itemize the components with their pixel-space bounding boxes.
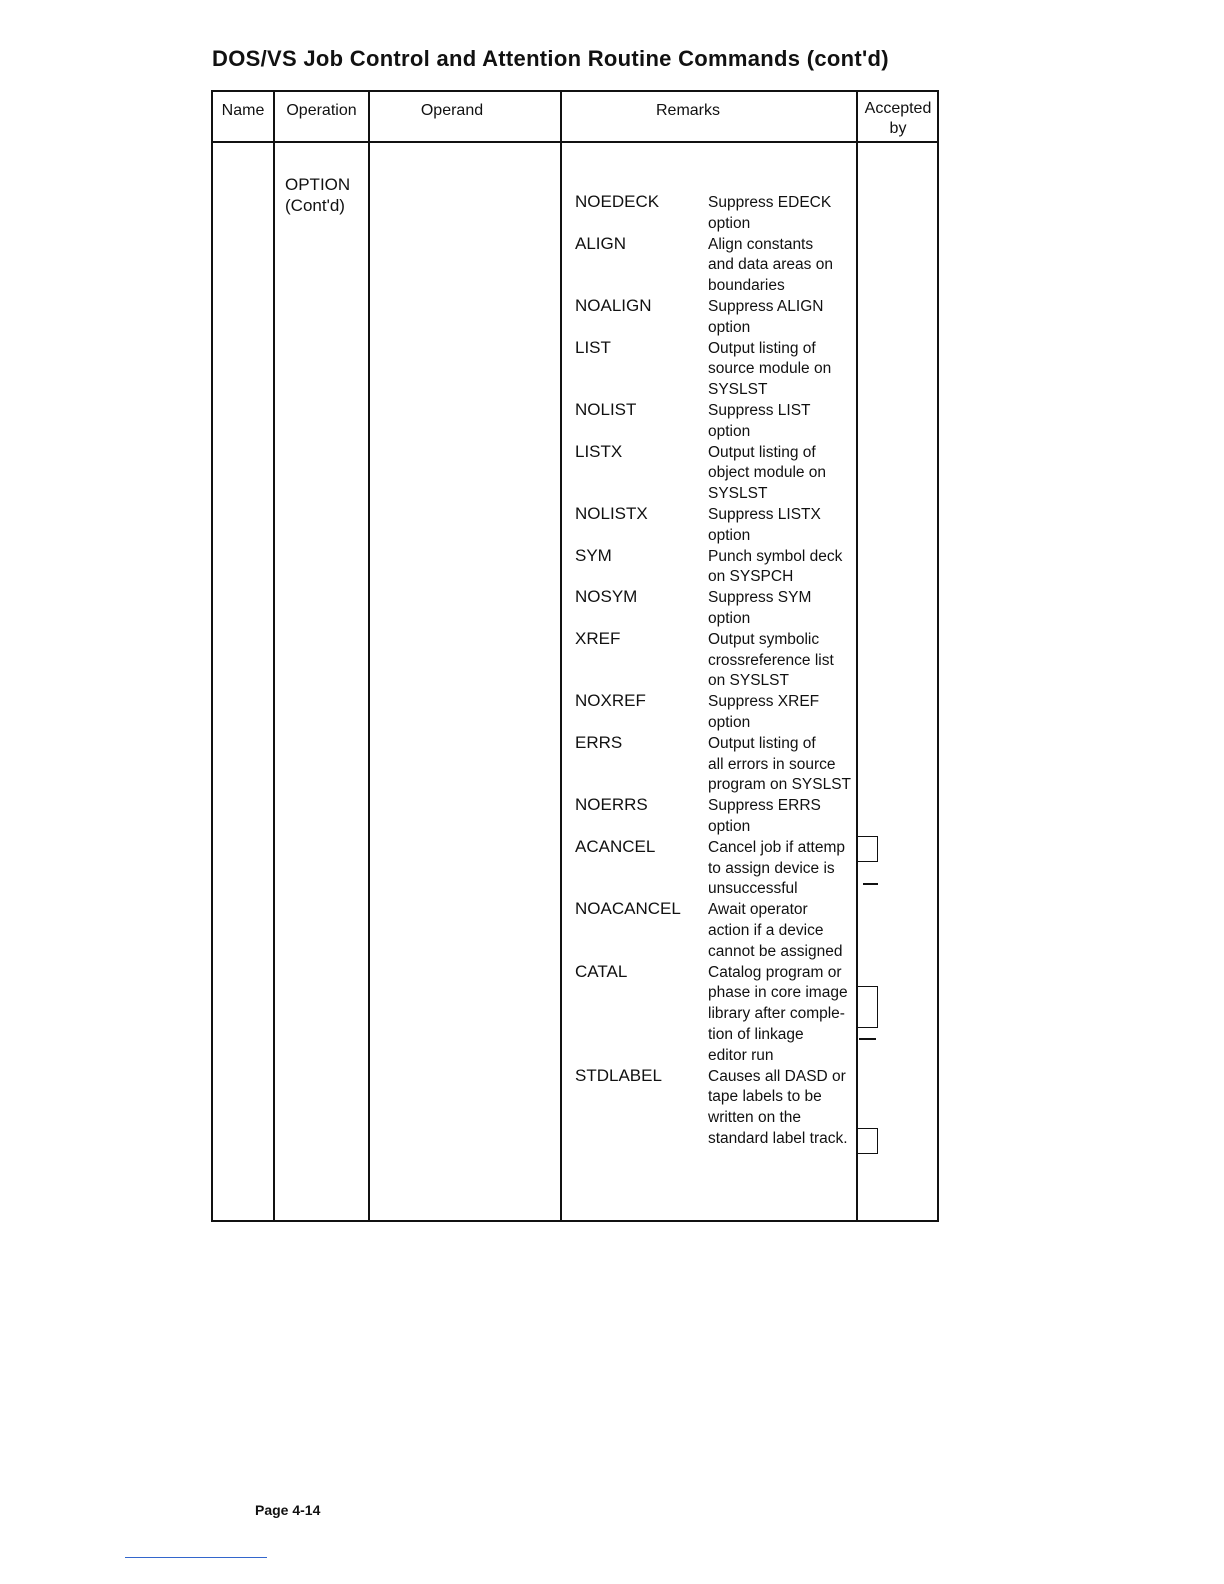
brace-catal xyxy=(857,986,878,1028)
option-keyword: LISTX xyxy=(575,441,623,461)
option-description xyxy=(708,193,831,235)
option-keyword: ALIGN xyxy=(575,233,627,253)
header-divider xyxy=(211,141,939,143)
option-description xyxy=(708,547,842,589)
description-line: Causes all DASD or xyxy=(708,1067,846,1085)
description-line: and data areas on xyxy=(708,256,833,274)
description-line: Punch symbol deck xyxy=(708,547,843,565)
option-description xyxy=(708,734,851,796)
option-description xyxy=(708,796,821,838)
description-line: Output listing of xyxy=(708,734,816,752)
description-line: Output listing of xyxy=(708,339,816,357)
description-line: library after comple- xyxy=(708,1005,845,1023)
description-line: editor run xyxy=(708,1046,774,1064)
option-description xyxy=(708,692,819,734)
option-keyword: CATAL xyxy=(575,961,628,981)
option-description xyxy=(708,963,848,1067)
page-title: DOS/VS Job Control and Attention Routine Commands (cont'd) xyxy=(212,46,889,71)
description-line: Catalog program or xyxy=(708,963,842,981)
option-description xyxy=(708,630,834,692)
description-line: Await operator xyxy=(708,901,808,919)
description-line: option xyxy=(708,817,751,835)
description-line: Suppress ALIGN xyxy=(708,298,824,315)
description-line: Suppress ERRS xyxy=(708,797,821,815)
option-description xyxy=(708,443,826,505)
description-line: option xyxy=(708,214,751,232)
description-line: SYSLST xyxy=(708,485,768,503)
option-description xyxy=(708,838,845,900)
option-keyword: NOALIGN xyxy=(575,296,652,315)
description-line: all errors in source xyxy=(708,755,836,773)
description-line: program on SYSLST xyxy=(708,776,852,794)
brace-stdlabel xyxy=(857,1128,878,1154)
option-keyword: XREF xyxy=(575,628,621,648)
option-keyword: STDLABEL xyxy=(575,1065,662,1085)
option-keyword: NOEDECK xyxy=(575,192,660,211)
option-keyword: NOERRS xyxy=(575,795,648,815)
option-description xyxy=(708,401,811,443)
description-line: SYSLST xyxy=(708,381,768,399)
description-line: cannot be assigned xyxy=(708,942,843,960)
column-divider-operation xyxy=(368,90,370,1222)
description-line: Suppress SYM xyxy=(708,589,812,607)
brace-tick xyxy=(863,883,878,885)
page-number: Page 4-14 xyxy=(255,1502,321,1518)
brace-acancel xyxy=(857,836,878,862)
option-description xyxy=(708,339,831,401)
option-description xyxy=(708,235,833,297)
description-line: crossreference list xyxy=(708,651,834,669)
description-line: option xyxy=(708,609,751,627)
description-line: source module on xyxy=(708,360,832,378)
column-divider-name xyxy=(273,90,275,1222)
option-keyword: SYM xyxy=(575,545,612,565)
option-keyword: NOXREF xyxy=(575,691,646,711)
operation-option: OPTION (Cont'd) xyxy=(285,175,351,215)
brace-tick xyxy=(859,1038,876,1040)
description-line: option xyxy=(708,318,751,336)
description-line: Suppress EDECK xyxy=(708,194,832,211)
option-keyword: LIST xyxy=(575,337,611,357)
option-keyword: ACANCEL xyxy=(575,836,656,856)
description-line: Align constants xyxy=(708,235,814,253)
description-line: to assign device is xyxy=(708,859,835,877)
description-line: action if a device xyxy=(708,921,824,939)
option-description xyxy=(708,900,842,962)
option-description xyxy=(708,297,823,339)
description-line: standard label track. xyxy=(708,1129,848,1147)
description-line: phase in core image xyxy=(708,984,848,1002)
header-operand: Operand xyxy=(420,102,484,119)
option-keyword: NOLISTX xyxy=(575,504,648,523)
description-line: Output listing of xyxy=(708,443,816,461)
description-line: on SYSLST xyxy=(708,672,789,690)
option-description xyxy=(708,505,821,547)
header-operation: Operation xyxy=(286,102,357,119)
description-line: option xyxy=(708,526,751,544)
column-divider-remarks xyxy=(856,90,858,1222)
description-line: on SYSPCH xyxy=(708,568,794,586)
option-description xyxy=(708,588,811,630)
description-line: Suppress LISTX xyxy=(708,506,821,523)
footer-line xyxy=(125,1557,267,1558)
description-line: object module on xyxy=(708,464,827,482)
column-divider-operand xyxy=(560,90,562,1222)
description-line: tion of linkage xyxy=(708,1025,804,1043)
description-line: tape labels to be xyxy=(708,1088,822,1106)
description-line: unsuccessful xyxy=(708,880,798,898)
header-accepted-by: Accepted by xyxy=(864,100,932,137)
option-keyword: ERRS xyxy=(575,732,623,752)
header-remarks: Remarks xyxy=(655,102,720,119)
description-line: option xyxy=(708,422,751,440)
description-line: Output symbolic xyxy=(708,630,820,648)
description-line: Suppress LIST xyxy=(708,402,811,419)
header-name: Name xyxy=(221,102,265,119)
option-description xyxy=(708,1067,848,1150)
option-keyword: NOACANCEL xyxy=(575,899,681,919)
description-line: Cancel job if attemp xyxy=(708,838,845,856)
description-line: boundaries xyxy=(708,277,785,295)
option-keyword: NOLIST xyxy=(575,400,637,419)
option-keyword: NOSYM xyxy=(575,587,638,607)
description-line: option xyxy=(708,713,751,731)
description-line: written on the xyxy=(708,1109,802,1127)
description-line: Suppress XREF xyxy=(708,693,820,711)
